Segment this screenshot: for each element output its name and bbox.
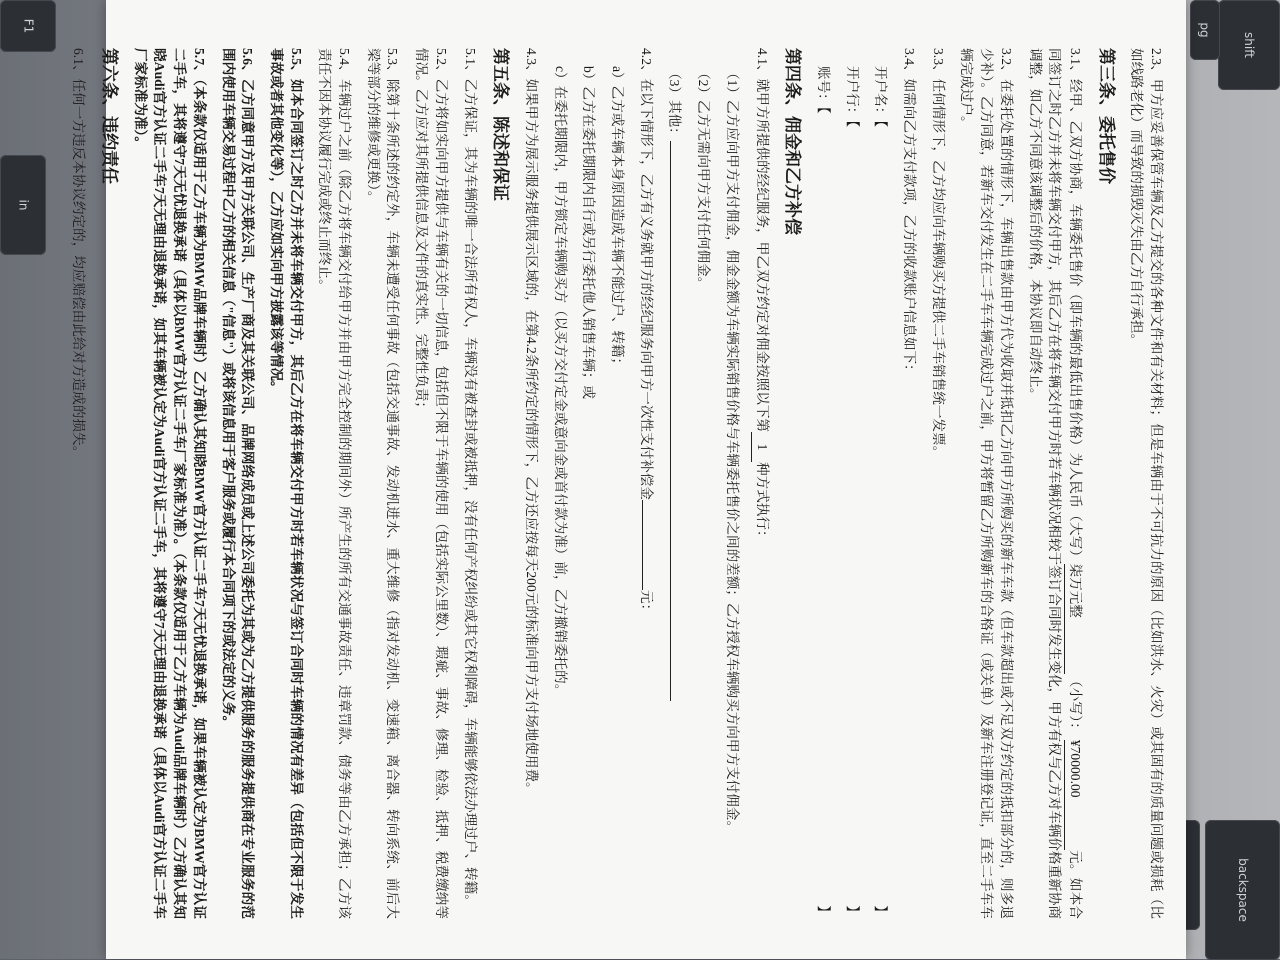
key-in[interactable]: in [0, 155, 46, 255]
clause-6-1: 6.1、任何一方违反本协议约定的，均应赔偿由此给对方造成的损失。 [71, 48, 87, 460]
clause-5-5: 5.5、如本合同签订之时乙方并未将车辆交付甲方，其后乙方在将车辆交付甲方时若车辆状况与签订合同时车辆的情况有差异（包括但不限于发生事故或者其他变化等），乙方应如实向甲方披露该等情况。 [268, 48, 304, 919]
clause-5-3: 5.3、除第十条所述的约定外，车辆未遭受任何事故（包括交通事故、发动机进水、重大维修（指对发动机、变速箱、离合器、转向系统、前后大梁等部分的维修或更换）。 [365, 48, 401, 919]
clause-4-1-option-1: （1）乙方应向甲方支付佣金，佣金金额为车辆实际销售价格与车辆委托售价之间的差额；乙方授权车辆购买方向甲方支付佣金。 [724, 66, 740, 835]
clause-2-3: 2.3、甲方应妥善保管车辆及乙方提交的各种文件和有关材料；但是车辆由于不可抗力的原因（比如洪水、火灾）或其固有的质量问题或损耗（比如线路老化）而导致的损毁灭失由乙方自行承担。 [1129, 48, 1164, 919]
key-f1[interactable]: F1 [0, 0, 56, 52]
clause-5-4: 5.4、车辆过户之前（除乙方将车辆交付给甲方并由甲方完全控制的期间外）所产生的所有交通事故责任、违章罚款、债务等由乙方承担；乙方该责任不因本协议履行完成或终止而终止。 [317, 48, 353, 919]
heading-article-3: 第三条、委托售价 [1095, 48, 1116, 184]
clause-4-1-option-3: （3）其他： [665, 66, 685, 919]
clause-4-2-a: a）乙方或车辆本身原因造成车辆不能过户、转籍； [610, 66, 626, 372]
clause-3-4: 3.4、如需向乙方支付款项，乙方的收款账户信息如下： [902, 48, 918, 378]
heading-article-4: 第四条、佣金和乙方补偿 [782, 48, 803, 235]
key-backspace[interactable]: backspace [1205, 820, 1280, 960]
clause-4-3: 4.3、如果甲方为展示服务提供展示区域的，在第4.2条所约定的情形下，乙方还应按每天200元的标准向甲方支付场地使用费。 [523, 48, 539, 796]
amount-in-figures: ¥70000.00 [1064, 740, 1085, 850]
account-number-field: 账号：【 】 [815, 66, 831, 919]
clause-5-1: 5.1、乙方保证，其为车辆的唯一合法所有权人，车辆没有被查封或被抵押，没有任何产权纠纷或其它权利障碍，车辆能够依法办理过户、转籍。 [462, 48, 478, 908]
heading-article-5: 第五条、陈述和保证 [490, 48, 511, 201]
clause-5-2: 5.2、乙方将如实向甲方提供与车辆有关的一切信息，包括但不限于车辆的使用（包括实际公里数）、瑕疵、事故、修理、检验、抵押、税费缴纳等情况。乙方应对其所提供信息及文件的真实性、完整性负责； [414, 48, 449, 919]
clause-4-2-c: c）在委托期限内，甲方锁定车辆购买方（以买方交付定金或意向金或首付款为准）前，乙方撤销委托的。 [552, 66, 568, 698]
heading-article-6: 第六条、违约责任 [99, 48, 120, 184]
clause-4-2-b: b）乙方在委托期限内自行或另行委托他人销售车辆；或 [581, 66, 597, 400]
clause-5-7: 5.7、（本条款仅适用于乙方车辆为BMW品牌车辆时）乙方确认其知晓BMW官方认证二手车7天无忧退换承诺，如果车辆被认定为BMW官方认证二手车，其将遵守7天无忧退换承诺（具体以BMW官方认证二手车厂家标准为准）。（本条款仅适用于乙方车辆为Audi品牌车辆时）乙方确认其知晓Audi官方认证二手车7天无理由退换承诺，如其车辆被认定为Audi官方认证二手车，其将遵守7天无理由退换承诺（具体以Audi官方认证二手车厂家标准为准）。 [132, 48, 207, 919]
clause-5-6: 5.6、乙方同意甲方及甲方关联公司、生产厂商及其关联公司、品牌网络成员或上述公司委托为其或为乙方提供服务的服务提供商在专业服务的范围内使用车辆交易过程中乙方的相关信息（"信息"）或将该信息用于客户服务或履行本合同项下的或法定的义务。 [220, 48, 256, 919]
account-holder-field: 开户名：【 】 [873, 66, 889, 919]
clause-4-1-option-2: （2）乙方无需向甲方支付任何佣金。 [696, 66, 712, 291]
key-pg1[interactable]: pg [1190, 0, 1220, 60]
clause-4-1: 4.1、就甲方所提供的经纪服务，甲乙双方约定对佣金按照以下第1种方式执行： [751, 48, 772, 919]
account-bank-field: 开户行：【 】 [844, 66, 860, 919]
clause-4-2: 4.2、在以下情形下，乙方有义务就甲方的经纪服务向甲方一次性支付补偿金元： [638, 48, 654, 618]
clause-3-1: 3.1、经甲、乙双方协商，车辆委托售价（即车辆的最低出售价格）为人民币（大写）柒万元整（小写）： ¥70000.00元。如本合同签订之时乙方并未将车辆交付甲方，其后乙方在将车辆交付甲方时若车辆状况相较于签订合同时发生变化，甲方有权与乙方对车辆价格重新协商调整，如乙方不同意该调整后的价格，本协议即自动终止。 [1027, 48, 1083, 920]
paper-sheet [71, 0, 1186, 959]
commission-option-choice: 1 [751, 432, 772, 462]
clause-3-3: 3.3、任何情形下，乙方均应向车辆购买方提供二手车销售统一发票。 [930, 48, 946, 460]
document-page [71, 0, 1186, 959]
amount-in-words: 柒万元整 [1064, 564, 1085, 674]
clause-3-2: 3.2、在委托处置的情形下，车辆出售款由甲方代为收取并抵扣乙方向甲方所购买的新车车款（但车款超出或不足双方约定的抵扣部分的，则多退少补）。乙方同意，若新车交付发生在二手车车辆完成过户之前，甲方将暂留乙方所购新车的合格证（或关单）及新车注册登记证，直至二手车车辆完成过户。 [959, 48, 1014, 919]
key-shift[interactable]: shift [1218, 0, 1280, 90]
